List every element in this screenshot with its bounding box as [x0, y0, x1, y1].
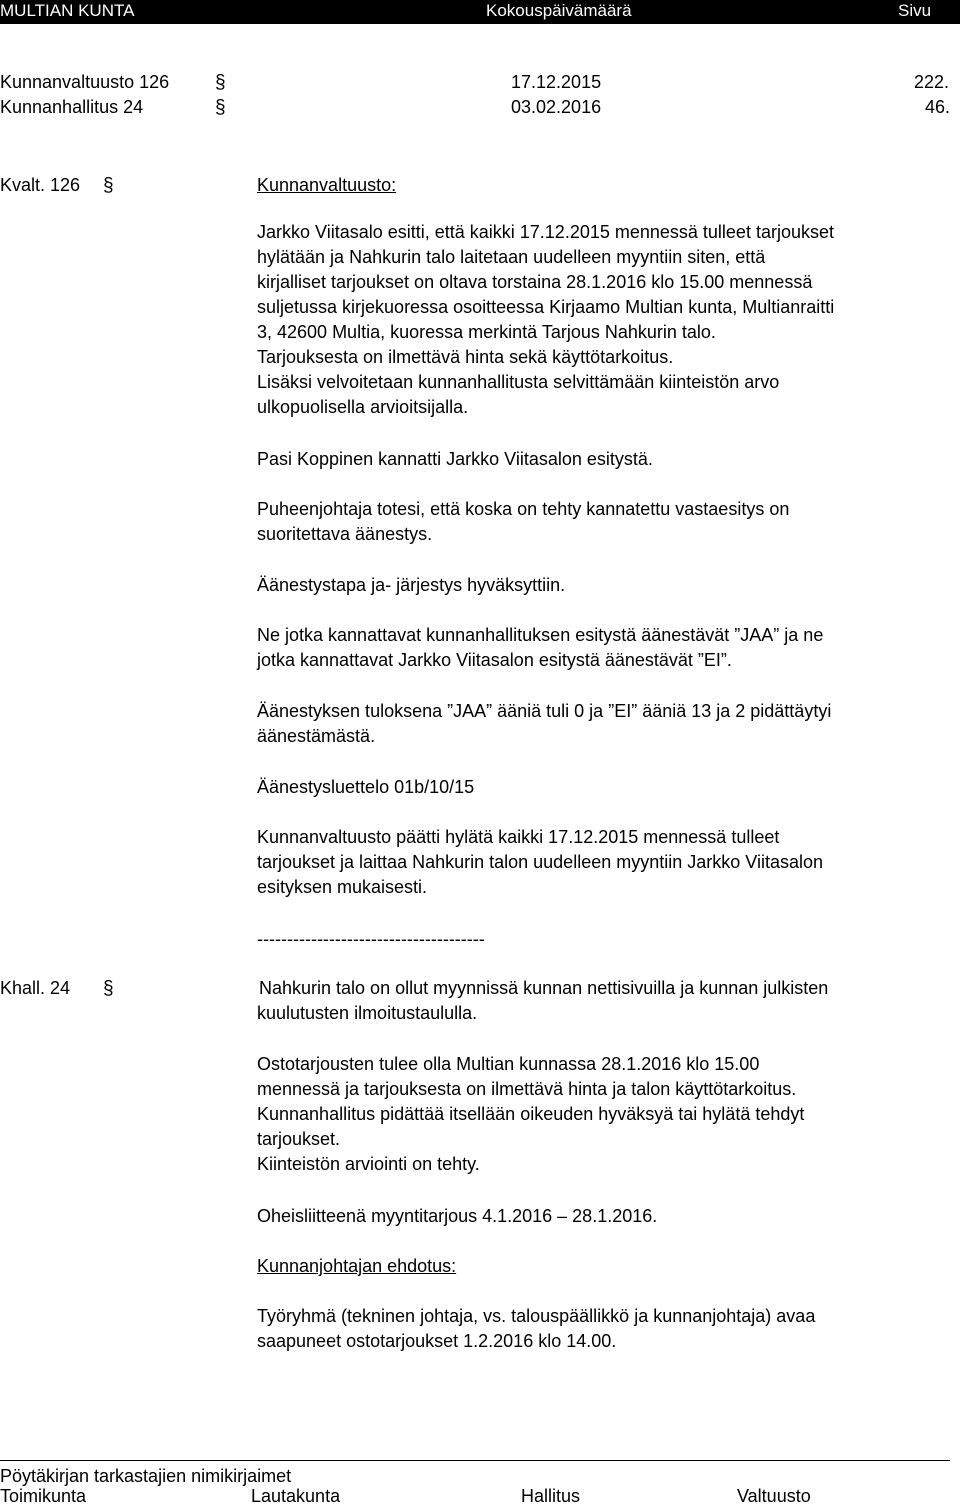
text-line: Ostotarjousten tulee olla Multian kunnassa 28.1.2016 klo 15.00 [257, 1054, 760, 1074]
kvalt-paragraph-3 [257, 497, 957, 547]
text-line: mennessä ja tarjouksesta on ilmettävä hinta ja talon käyttötarkoitus. [257, 1079, 797, 1099]
ref-date: 17.12.2015 [511, 72, 602, 92]
text-line: tarjoukset. [257, 1129, 341, 1149]
section-divider: -------------------------------------- [257, 929, 485, 949]
text-line: jotka kannattavat Jarkko Viitasalon esitystä äänestävät ”EI”. [257, 650, 732, 670]
kvalt-paragraph-1 [257, 220, 957, 420]
section-icon: § [215, 97, 226, 118]
khall-label: Khall. 24 [0, 978, 71, 998]
text-line: kuulutusten ilmoitustaululla. [257, 1003, 478, 1023]
text-line: Oheisliitteenä myyntitarjous 4.1.2016 – 28.1.2016. [257, 1206, 658, 1226]
khall-paragraph-2 [257, 1052, 957, 1177]
text-line: 3, 42600 Multia, kuoressa merkintä Tarjous Nahkurin talo. [257, 322, 716, 342]
khall-paragraph-4 [257, 1304, 957, 1354]
footer-column: Lautakunta [251, 1486, 341, 1506]
header-page-label: Sivu [898, 1, 932, 20]
kvalt-paragraph-5 [257, 623, 957, 673]
text-line: äänestämästä. [257, 726, 376, 746]
ref-page: 222. [914, 72, 950, 92]
text-line: Kunnanvaltuusto päätti hylätä kaikki 17.12.2015 mennessä tulleet [257, 827, 780, 847]
kvalt-label: Kvalt. 126 [0, 175, 81, 195]
kvalt-paragraph-2 [257, 447, 957, 472]
footer-signatures: Pöytäkirjan tarkastajien nimikirjaimet [0, 1466, 292, 1486]
text-line: Puheenjohtaja totesi, että koska on tehty kannatettu vastaesitys on [257, 499, 790, 519]
text-line: Kunnanhallitus pidättää itsellään oikeuden hyväksyä tai hylätä tehdyt [257, 1104, 805, 1124]
footer-column: Toimikunta [0, 1486, 87, 1506]
text-line: esityksen mukaisesti. [257, 877, 428, 897]
text-line: Pasi Koppinen kannatti Jarkko Viitasalon esitystä. [257, 449, 653, 469]
text-line: Ne jotka kannattavat kunnanhallituksen esitystä äänestävät ”JAA” ja ne [257, 625, 824, 645]
khall-heading: Kunnanjohtajan ehdotus: [257, 1256, 457, 1276]
section-icon: § [215, 72, 226, 93]
kvalt-paragraph-7 [257, 775, 957, 800]
section-icon: § [103, 978, 114, 999]
text-line: Nahkurin talo on ollut myynnissä kunnan nettisivuilla ja kunnan julkisten [259, 978, 829, 998]
kvalt-paragraph-8 [257, 825, 957, 900]
text-line: Äänestystapa ja- järjestys hyväksyttiin. [257, 575, 566, 595]
footer-rule [0, 1460, 950, 1461]
header-org: MULTIAN KUNTA [0, 1, 135, 20]
kvalt-paragraph-4 [257, 573, 957, 598]
text-line: Kiinteistön arviointi on tehty. [257, 1154, 480, 1174]
text-line: kirjalliset tarjoukset on oltava torstaina 28.1.2016 klo 15.00 mennessä [257, 272, 813, 292]
text-line: Äänestysluettelo 01b/10/15 [257, 777, 475, 797]
text-line: Työryhmä (tekninen johtaja, vs. talouspäällikkö ja kunnanjohtaja) avaa [257, 1306, 816, 1326]
text-line: Äänestyksen tuloksena ”JAA” ääniä tuli 0 ja ”EI” ääniä 13 ja 2 pidättäytyi [257, 701, 832, 721]
ref-page: 46. [925, 97, 951, 117]
text-line: Jarkko Viitasalo esitti, että kaikki 17.12.2015 mennessä tulleet tarjoukset [257, 222, 834, 242]
text-line: tarjoukset ja laittaa Nahkurin talon uudelleen myyntiin Jarkko Viitasalon [257, 852, 823, 872]
page-header [0, 0, 960, 24]
footer-column: Valtuusto [737, 1486, 811, 1506]
kvalt-heading: Kunnanvaltuusto: [257, 175, 397, 195]
text-line: ulkopuolisella arvioitsijalla. [257, 397, 469, 417]
khall-paragraph-1 [259, 976, 959, 1026]
text-line: suoritettava äänestys. [257, 524, 433, 544]
header-date-label: Kokouspäivämäärä [486, 1, 632, 20]
ref-date: 03.02.2016 [511, 97, 602, 117]
text-line: Lisäksi velvoitetaan kunnanhallitusta selvittämään kiinteistön arvo [257, 372, 780, 392]
footer-column: Hallitus [521, 1486, 581, 1506]
kvalt-paragraph-6 [257, 699, 957, 749]
text-line: hylätään ja Nahkurin talo laitetaan uudelleen myyntiin siten, että [257, 247, 766, 267]
section-icon: § [103, 175, 114, 196]
text-line: suljetussa kirjekuoressa osoitteessa Kirjaamo Multian kunta, Multianraitti [257, 297, 835, 317]
text-line: saapuneet ostotarjoukset 1.2.2016 klo 14.00. [257, 1331, 617, 1351]
ref-body: Kunnanvaltuusto 126 [0, 72, 170, 92]
ref-body: Kunnanhallitus 24 [0, 97, 144, 117]
khall-paragraph-3 [257, 1204, 957, 1229]
text-line: Tarjouksesta on ilmettävä hinta sekä käyttötarkoitus. [257, 347, 674, 367]
